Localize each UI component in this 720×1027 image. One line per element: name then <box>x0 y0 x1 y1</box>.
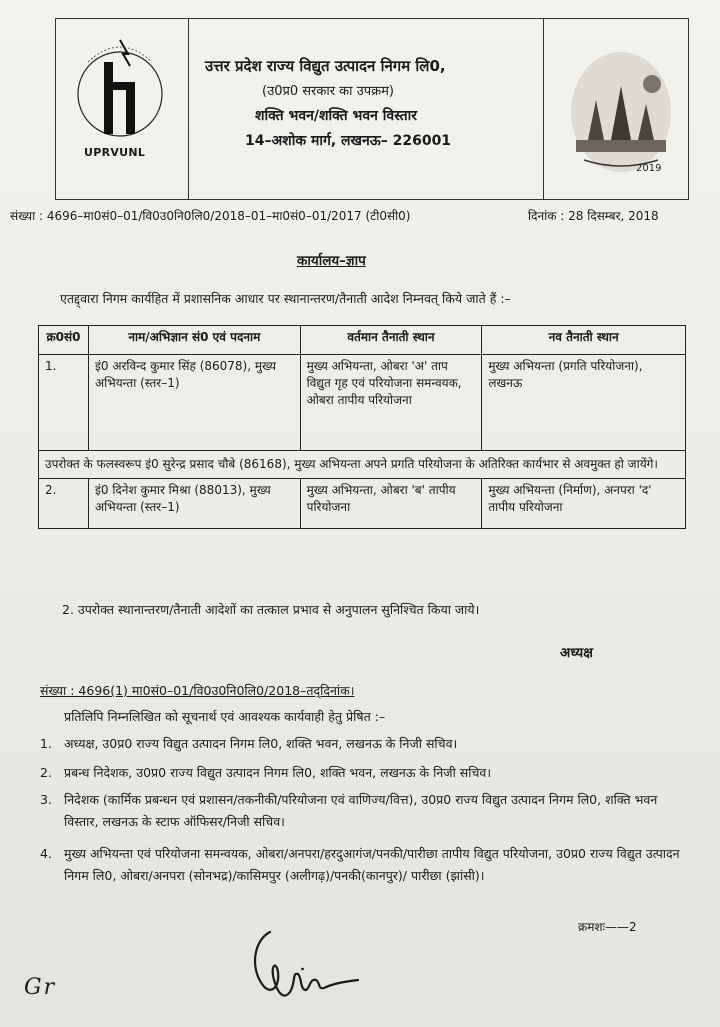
org-subtitle: (उ0प्र0 सरकार का उपक्रम) <box>262 84 394 99</box>
svg-text:2019: 2019 <box>636 163 662 174</box>
table-row <box>39 479 686 529</box>
table-note-row <box>39 451 686 479</box>
row-current: मुख्य अभियन्ता, ओबरा 'अ' ताप विद्युत गृह एवं परियोजना समन्वयक, ओबरा तापीय परियोजना <box>300 355 482 451</box>
list-item-number: 2. <box>40 765 52 780</box>
list-item-text: अध्यक्ष, उ0प्र0 राज्य विद्युत उत्पादन निगम लि0, शक्ति भवन, लखनऊ के निजी सचिव। <box>64 736 458 751</box>
reference-number: संख्या : 4696–मा0सं0–01/वि0उ0नि0लि0/2018–01–मा0सं0–01/2017 (टी0सी0) <box>10 209 411 223</box>
kumbh-emblem <box>566 48 676 176</box>
list-item-text: निदेशक (कार्मिक प्रबन्धन एवं प्रशासन/तकनीकी/परियोजना एवं वाणिज्य/वित्त), उ0प्र0 राज्य विद्युत उत्पादन निगम लि0, शक्ति भवन विस्तार, लखनऊ के स्टाफ ऑफिसर/निजी सचिव। <box>64 792 658 829</box>
list-item-number: 3. <box>40 792 52 807</box>
row-new: मुख्य अभियन्ता (निर्माण), अनपरा 'द' तापीय परियोजना <box>482 479 686 529</box>
reference-date: दिनांक : 28 दिसम्बर, 2018 <box>528 209 659 223</box>
list-item-text: प्रबन्ध निदेशक, उ0प्र0 राज्य विद्युत उत्पादन निगम लि0, शक्ति भवन, लखनऊ के निजी सचिव। <box>64 765 492 780</box>
header-current: वर्तमान तैनाती स्थान <box>300 326 482 355</box>
list-item-number: 4. <box>40 846 52 861</box>
transfer-table <box>38 325 686 529</box>
org-name: उत्तर प्रदेश राज्य विद्युत उत्पादन निगम लि0, <box>205 57 446 75</box>
row-current: मुख्य अभियन्ता, ओबरा 'ब' तापीय परियोजना <box>300 479 482 529</box>
header-sno: क्र0सं0 <box>39 326 89 355</box>
signatory-title: अध्यक्ष <box>560 645 593 661</box>
address: 14–अशोक मार्ग, लखनऊ– 226001 <box>245 133 452 149</box>
office-memo-title: कार्यालय–ज्ञाप <box>297 253 366 269</box>
uprvunl-logo <box>68 32 172 162</box>
copy-reference: संख्या : 4696(1) मा0सं0–01/वि0उ0नि0लि0/2018–तद्‌दिनांक। <box>40 683 355 698</box>
logo-caption: UPRVUNL <box>84 146 146 159</box>
row-name: इं0 अरविन्द कुमार सिंह (86078), मुख्य अभियन्ता (स्तर–1) <box>88 355 300 451</box>
initials: Gr <box>24 975 57 1000</box>
row-sno: 1. <box>39 355 89 451</box>
building-name: शक्ति भवन/शक्ति भवन विस्तार <box>255 108 417 124</box>
signature <box>240 922 380 1012</box>
header-name: नाम/अभिज्ञान सं0 एवं पदनाम <box>88 326 300 355</box>
intro-paragraph: एतद्द्वारा निगम कार्यहित में प्रशासनिक आधार पर स्थानान्तरण/तैनाती आदेश निम्नवत् किये जाते हैं :– <box>60 291 511 306</box>
row-sno: 2. <box>39 479 89 529</box>
table-note: उपरोक्त के फलस्वरूप इं0 सुरेन्द्र प्रसाद चौबे (86168), मुख्य अभियन्ता अपने प्रगति परियोजना के अतिरिक्त कार्यभार से अवमुक्त हो जायेंगे। <box>39 451 686 479</box>
table-header-row <box>39 326 686 355</box>
header-new: नव तैनाती स्थान <box>482 326 686 355</box>
copy-intro: प्रतिलिपि निम्नलिखित को सूचनार्थ एवं आवश्यक कार्यवाही हेतु प्रेषित :– <box>64 709 386 724</box>
row-new: मुख्य अभियन्ता (प्रगति परियोजना), लखनऊ <box>482 355 686 451</box>
list-item-text: मुख्य अभियन्ता एवं परियोजना समन्वयक, ओबरा/अनपरा/हरदुआगंज/पनकी/पारीछा तापीय विद्युत परियोजना, उ0प्र0 राज्य विद्युत उत्पादन निगम लि0, ओबरा/अनपरा (सोनभद्र)/कासिमपुर (अलीगढ़)/पनकी(कानपुर)/ पारीछा (झांसी)। <box>64 846 680 883</box>
continued-marker: क्रमशः——2 <box>578 920 637 934</box>
list-item-number: 1. <box>40 736 52 751</box>
paragraph-2: 2. उपरोक्त स्थानान्तरण/तैनाती आदेशों का तत्काल प्रभाव से अनुपालन सुनिश्चित किया जाये। <box>62 602 480 617</box>
row-name: इं0 दिनेश कुमार मिश्रा (88013), मुख्य अभियन्ता (स्तर–1) <box>88 479 300 529</box>
table-row <box>39 355 686 451</box>
